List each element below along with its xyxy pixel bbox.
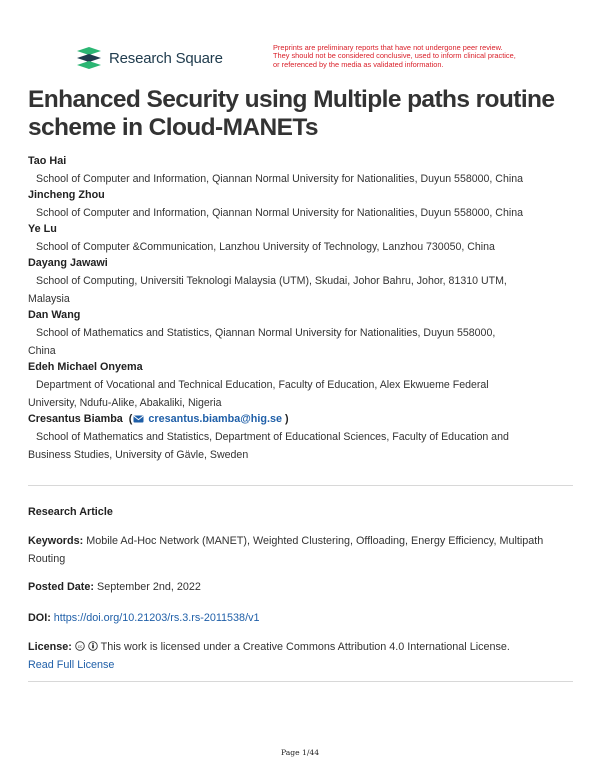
author-affiliation: School of Computer &Communication, Lanzhou University of Technology, Lanzhou 730050, China	[36, 241, 495, 253]
page-header	[75, 43, 575, 72]
author-entry	[28, 154, 578, 188]
author-affiliation: Department of Vocational and Technical Education, Faculty of Education, Alex Ekwueme Federal	[36, 379, 489, 391]
research-square-logo[interactable]	[75, 46, 223, 70]
author-name: Jincheng Zhou	[28, 189, 105, 201]
svg-text:cc: cc	[77, 643, 83, 649]
research-square-logo-icon	[75, 46, 103, 70]
doi: DOI: https://doi.org/10.21203/rs.3.rs-2011538/v1	[28, 612, 260, 624]
author-entry	[28, 188, 578, 222]
author-name: Dayang Jawawi	[28, 257, 108, 269]
author-affiliation-cont: University, Ndufu-Alike, Abakaliki, Nigeria	[28, 397, 222, 409]
license: License: cc This work is licensed under a Creative Commons Attribution 4.0 International License. Read Full License	[28, 641, 510, 671]
author-entry	[28, 222, 578, 256]
author-affiliation: School of Computing, Universiti Teknologi Malaysia (UTM), Skudai, Johor Bahru, Johor, 81310 UTM,	[36, 275, 507, 287]
author-affiliation: School of Computer and Information, Qiannan Normal University for Nationalities, Duyun 558000, China	[36, 207, 523, 219]
author-list	[28, 154, 578, 464]
preprint-disclaimer: Preprints are preliminary reports that have not undergone peer review. They should not be considered conclusive, used to inform clinical practice, or referenced by the media as validated information.	[273, 43, 516, 69]
logo-text: Research Square	[109, 49, 223, 67]
author-entry	[28, 412, 578, 464]
attribution-icon	[88, 641, 98, 651]
author-entry	[28, 308, 578, 360]
article-type: Research Article	[28, 506, 113, 518]
paper-title: Enhanced Security using Multiple paths routine scheme in Cloud-MANETs	[28, 86, 555, 141]
mail-icon	[133, 415, 144, 423]
author-affiliation: School of Computer and Information, Qiannan Normal University for Nationalities, Duyun 558000, China	[36, 173, 523, 185]
author-affiliation-cont: Business Studies, University of Gävle, Sweden	[28, 449, 249, 461]
read-full-license-link[interactable]: Read Full License	[28, 659, 115, 671]
author-name: Ye Lu	[28, 223, 57, 235]
author-email-link[interactable]: cresantus.biamba@hig.se	[132, 413, 282, 425]
divider	[28, 681, 573, 682]
author-entry	[28, 256, 578, 308]
doi-link[interactable]: https://doi.org/10.21203/rs.3.rs-2011538/v1	[53, 612, 260, 624]
author-name: Edeh Michael Onyema	[28, 361, 143, 373]
creative-commons-icon	[75, 641, 85, 651]
divider	[28, 485, 573, 486]
author-affiliation: School of Mathematics and Statistics, Department of Educational Sciences, Faculty of Education and	[36, 431, 509, 443]
author-affiliation-cont: Malaysia	[28, 293, 70, 305]
author-name: Dan Wang	[28, 309, 81, 321]
author-affiliation-cont: China	[28, 345, 56, 357]
author-entry	[28, 360, 578, 412]
posted-date: Posted Date: September 2nd, 2022	[28, 581, 201, 593]
author-affiliation: School of Mathematics and Statistics, Qiannan Normal University for Nationalities, Duyun 558000,	[36, 327, 496, 339]
author-name: Tao Hai	[28, 155, 67, 167]
author-name-corresponding: Cresantus Biamba ( cresantus.biamba@hig.se )	[28, 413, 289, 425]
page-number: Page 1/44	[280, 748, 320, 757]
keywords: Keywords: Mobile Ad-Hoc Network (MANET), Weighted Clustering, Offloading, Energy Efficiency, Multipath Routing	[28, 535, 544, 565]
